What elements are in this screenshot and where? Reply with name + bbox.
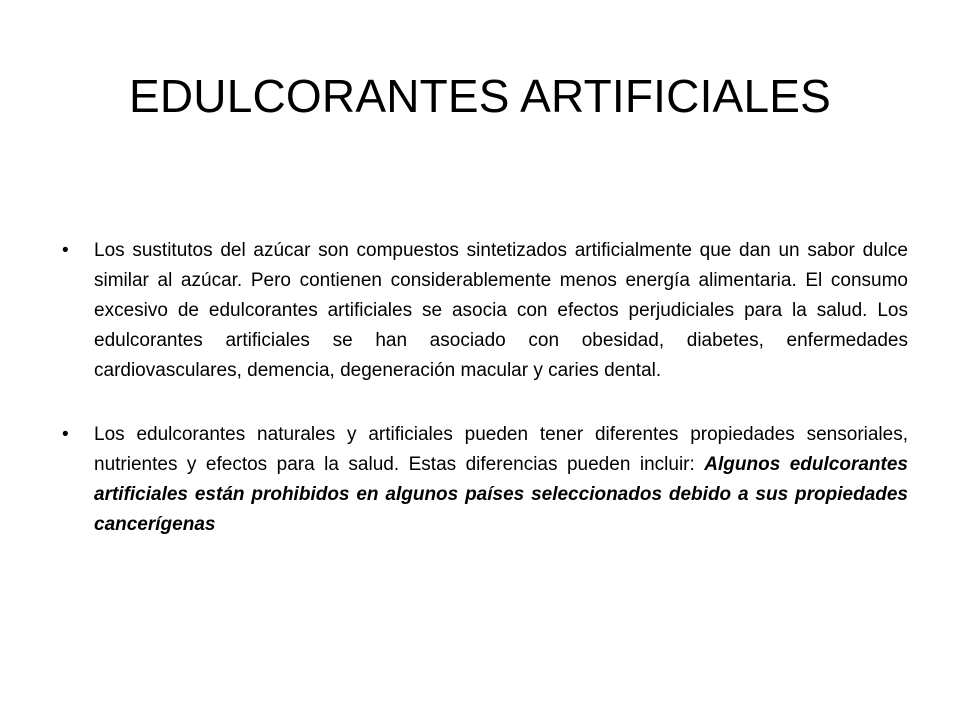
bullet-item-2 — [62, 420, 908, 540]
bullet-text: Los edulcorantes naturales y artificiales pueden tener diferentes propiedades sensoriales, nutrientes y efectos para la salud. Estas diferencias pueden incluir: — [94, 424, 908, 475]
bullet-marker: • — [62, 424, 69, 445]
slide-title: EDULCORANTES ARTIFICIALES — [129, 70, 831, 122]
bullet-item-1 — [62, 236, 908, 386]
bullet-marker: • — [62, 240, 69, 261]
bullet-list — [62, 236, 908, 540]
bullet-emphasis-text: Algunos edulcorantes artificiales están prohibidos en algunos países seleccionados debido a sus propiedades cancerígenas — [94, 454, 908, 535]
bullet-text: Los sustitutos del azúcar son compuestos sintetizados artificialmente que dan un sabor dulce similar al azúcar. Pero contienen considerablemente menos energía alimentaria. El consumo excesivo de edulcorantes artificiales se asocia con efectos perjudiciales para la salud. Los edulcorantes artificiales se han asociado con obesidad, diabetes, enfermedades cardiovasculares, demencia, degeneración macular y caries dental. — [94, 240, 908, 381]
